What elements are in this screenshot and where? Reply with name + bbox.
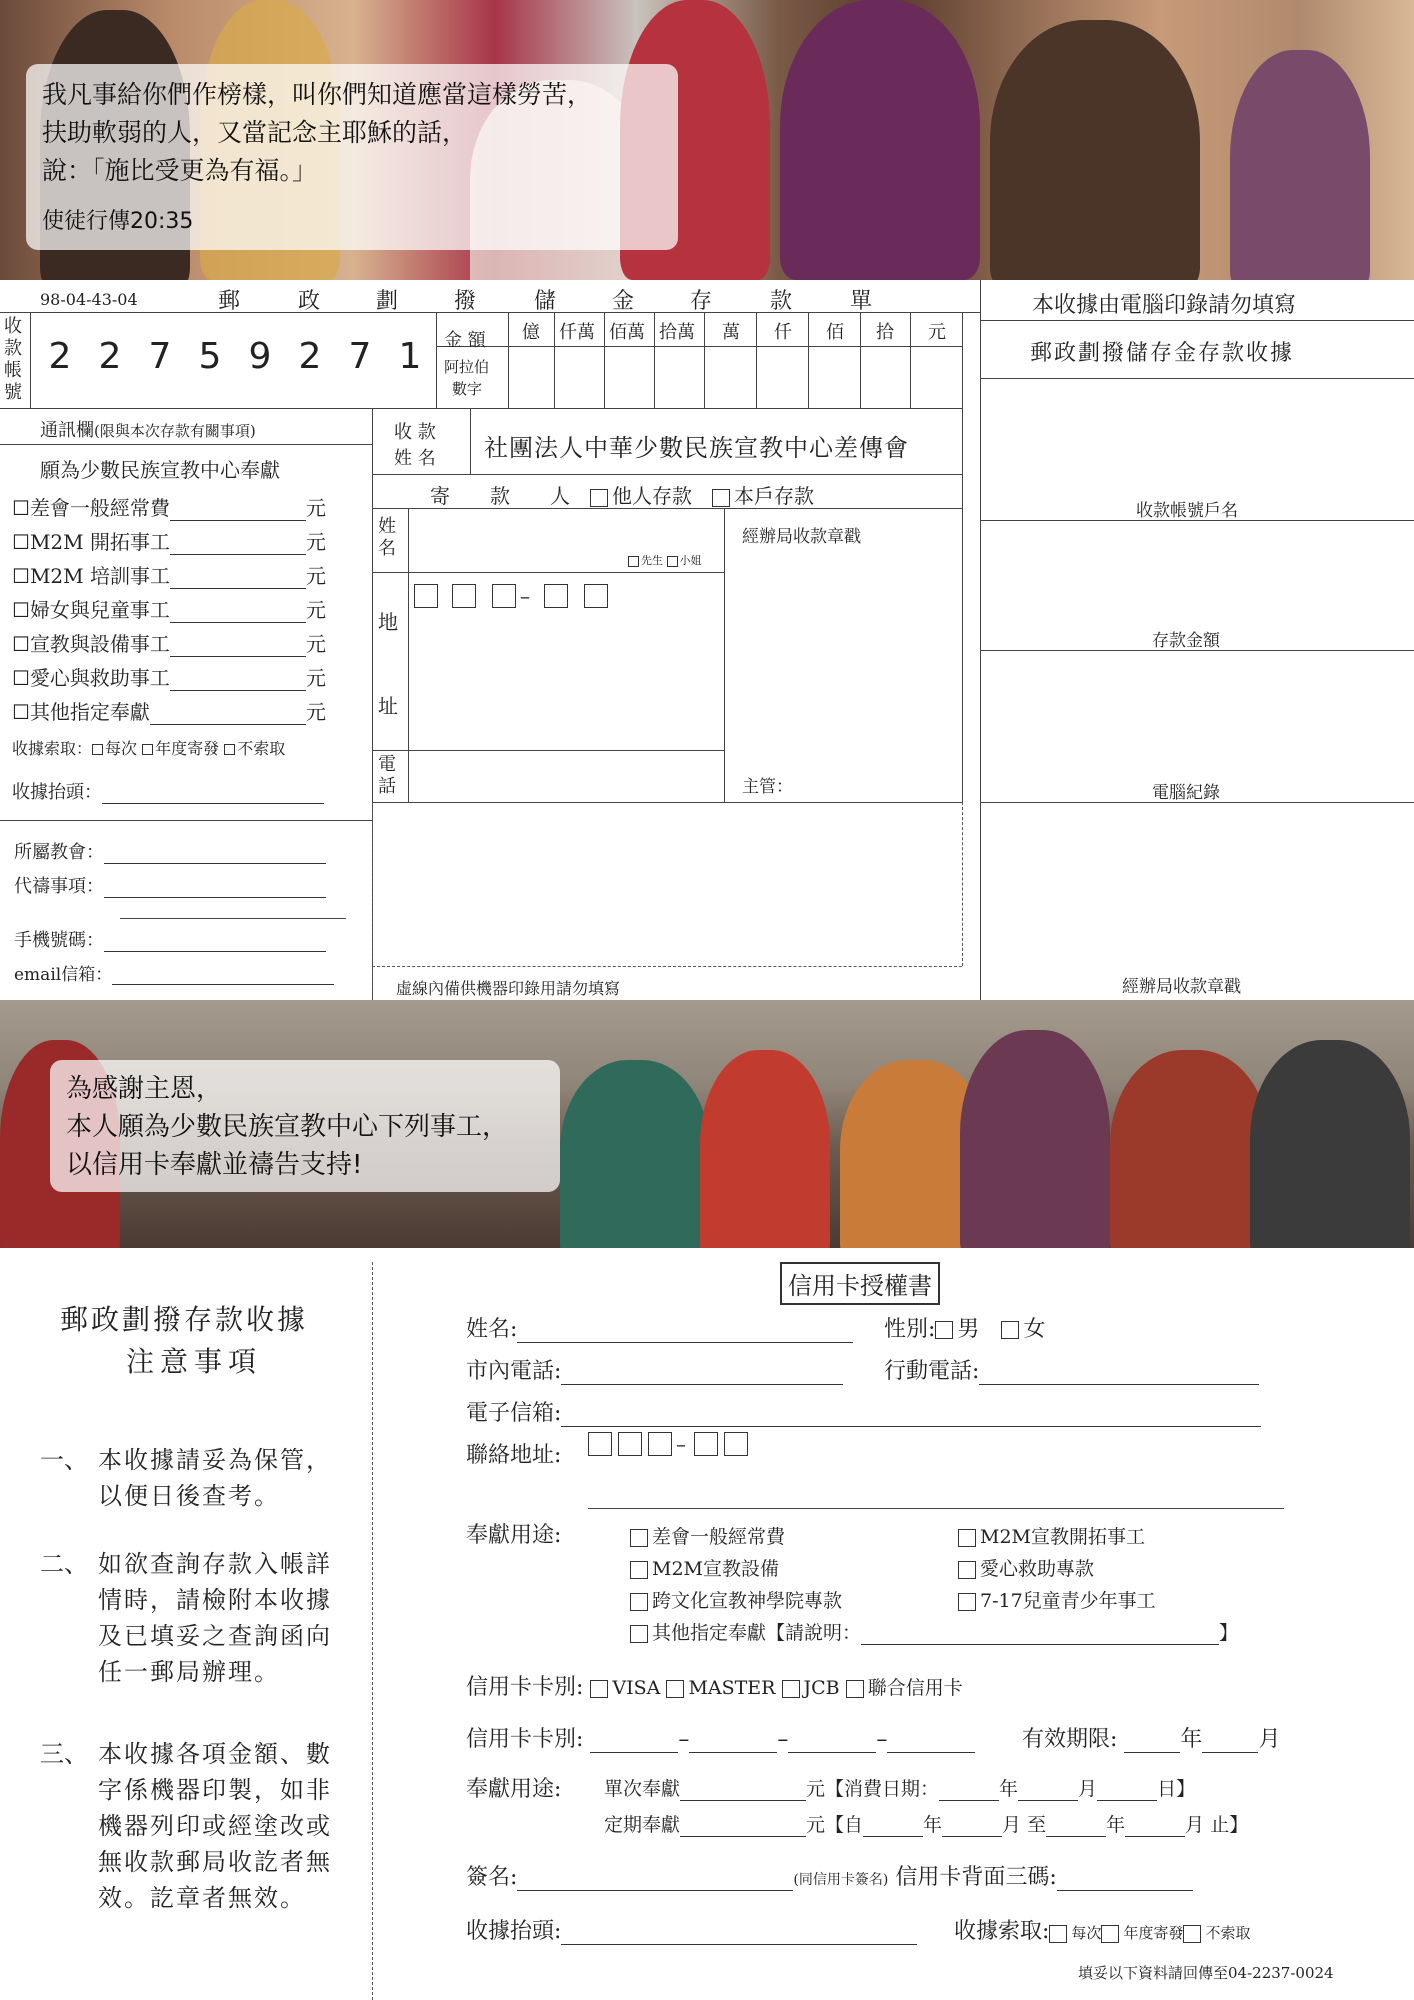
account-digit: 2 (98, 336, 122, 377)
offering-item[interactable]: ☐宣教與設備事工 元 (12, 632, 326, 656)
credit-purpose-option[interactable]: 其他指定奉獻【請說明： 】 (630, 1618, 1238, 1645)
fax-note: 填妥以下資料請回傳至04-2237-0024 (1078, 1964, 1334, 1982)
verse-reference: 使徒行傳20:35 (42, 209, 194, 234)
zip-box[interactable] (492, 584, 516, 608)
unit-label: 仟萬 (559, 322, 595, 343)
name-label: 姓 名 (378, 516, 396, 559)
address-label-1: 地 (378, 610, 398, 634)
supervisor-label: 主管： (742, 777, 793, 797)
zip-box[interactable] (724, 1432, 748, 1456)
stamp-label: 經辦局收款章戳 (742, 527, 861, 547)
offering-item[interactable]: ☐婦女與兒童事工 元 (12, 598, 326, 622)
mobile-field[interactable]: 手機號碼： (14, 926, 326, 952)
slip-title-char: 款 (770, 289, 793, 314)
receipt-title: 郵政劃撥儲存金存款收據 (1030, 341, 1295, 366)
slip-title-char: 政 (298, 289, 321, 314)
unit-label: 元 (928, 322, 946, 343)
church-field[interactable]: 所屬教會： (14, 838, 326, 864)
notice-title-2: 注意事項 (126, 1345, 263, 1378)
single-offering-field[interactable]: 單次奉獻 元【消費日期： 年 月 日】 (604, 1778, 1196, 1800)
receipt-amount-label: 存款金額 (1152, 631, 1220, 651)
offering-item[interactable]: ☐M2M 開拓事工 元 (12, 530, 326, 554)
notice-item: 三、 本收據各項金額、數 字係機器印製，如非 機器列印或經塗改或 無收款郵局收訖者無 效。訖章者無效。 (40, 1740, 332, 1912)
thanks-box (50, 1060, 560, 1192)
verse-line-2: 扶助軟弱的人，又當記念主耶穌的話， (42, 118, 468, 147)
account-digit: 7 (148, 336, 172, 377)
credit-purpose-option[interactable]: M2M宣教設備 (630, 1554, 779, 1581)
account-digit: 9 (248, 336, 272, 377)
payee-label: 姓 名 (394, 448, 436, 469)
credit-address-field[interactable]: 聯絡地址: (466, 1443, 562, 1468)
prayer-field[interactable]: 代禱事項： (14, 872, 326, 898)
slip-title-char: 儲 (534, 289, 557, 314)
receipt-header: 本收據由電腦印錄請勿填寫 (1032, 293, 1297, 318)
amount-sublabel: 阿拉伯 (444, 358, 490, 376)
credit-purpose-option[interactable]: 7-17兒童青少年事工 (958, 1586, 1156, 1613)
offering-item[interactable]: ☐差會一般經常費 元 (12, 496, 326, 520)
zip-box[interactable] (618, 1432, 642, 1456)
memo-intro: 願為少數民族宣教中心奉獻 (40, 458, 280, 482)
credit-purpose-option[interactable]: 跨文化宣教神學院專款 (630, 1586, 842, 1613)
zip-box[interactable] (452, 584, 476, 608)
payee-name: 社團法人中華少數民族宣教中心差傳會 (484, 434, 909, 462)
offering-item[interactable]: ☐愛心與救助事工 元 (12, 666, 326, 690)
sender-row: 寄 款 人 他人存款 本戶存款 (430, 484, 814, 508)
receipt-account-name-label: 收款帳號戶名 (1136, 501, 1238, 521)
credit-gender-field[interactable]: 性別: 男 女 (884, 1317, 1046, 1342)
unit-label: 拾萬 (659, 322, 695, 343)
slip-title-char: 郵 (218, 289, 241, 314)
unit-label: 佰萬 (609, 322, 645, 343)
thanks-line-3: 以信用卡奉獻並禱告支持! (66, 1150, 363, 1180)
zip-box[interactable] (414, 584, 438, 608)
receipt-request[interactable]: 收據索取： 每次 年度寄發 不索取 (12, 739, 286, 758)
address-label-2: 址 (378, 694, 398, 718)
credit-receipt-title-field[interactable]: 收據抬頭: (466, 1914, 917, 1945)
account-digit: 2 (48, 336, 72, 377)
phone-label: 電 話 (378, 754, 396, 797)
thanks-line-2: 本人願為少數民族宣教中心下列事工， (66, 1112, 509, 1142)
receipt-title-field[interactable]: 收據抬頭： (12, 778, 324, 804)
slip-title-char: 劃 (376, 289, 399, 314)
zip-box[interactable] (648, 1432, 672, 1456)
notice-title-1: 郵政劃撥存款收據 (60, 1303, 309, 1336)
unit-label: 億 (522, 322, 540, 343)
unit-label: 仟 (774, 322, 792, 343)
payee-label: 收 款 (394, 422, 436, 443)
regular-offering-field[interactable]: 定期奉獻 元【自 年 月 至 年 月 止】 (604, 1814, 1249, 1836)
credit-phone-field[interactable]: 市內電話: (466, 1354, 843, 1385)
credit-purpose-option[interactable]: 愛心救助專款 (958, 1554, 1094, 1581)
credit-purpose-option[interactable]: 差會一般經常費 (630, 1522, 785, 1549)
amount-label: 金 額 (444, 330, 486, 351)
slip-title-char: 存 (690, 289, 713, 314)
zip-box[interactable] (694, 1432, 718, 1456)
notice-item: 一、 本收據請妥為保管， 以便日後查考。 (40, 1446, 332, 1510)
unit-label: 佰 (826, 322, 844, 343)
zip-box[interactable] (588, 1432, 612, 1456)
credit-receipt-request-field[interactable]: 收據索取: 每次 年度寄發 不索取 (954, 1919, 1251, 1944)
slip-title-char: 單 (850, 289, 873, 314)
credit-card-number-field[interactable]: 信用卡卡別: – – – (466, 1722, 975, 1753)
notice-item: 二、 如欲查詢存款入帳詳 情時，請檢附本收據 及已填妥之查詢函向 任一郵局辦理。 (40, 1550, 332, 1686)
credit-form-title: 信用卡授權書 (780, 1262, 940, 1305)
account-digit: 1 (398, 336, 422, 377)
verse-quote-box (26, 64, 678, 250)
credit-email-field[interactable]: 電子信箱: (466, 1396, 1261, 1427)
slip-footer-note: 虛線內備供機器印錄用請勿填寫 (396, 979, 621, 998)
form-code: 98-04-43-04 (40, 290, 138, 309)
credit-mobile-field[interactable]: 行動電話: (884, 1354, 1259, 1385)
credit-card-type-field[interactable]: 信用卡卡別: VISA MASTER JCB 聯合信用卡 (466, 1675, 963, 1700)
credit-purpose-option[interactable]: M2M宣教開拓事工 (958, 1522, 1145, 1549)
verse-line-3: 說：「施比受更為有福。」 (42, 156, 318, 185)
credit-use-label: 奉獻用途: (466, 1777, 562, 1802)
amount-sublabel: 數字 (452, 380, 483, 398)
verse-line-1: 我凡事給你們作榜樣，叫你們知道應當這樣勞苦， (42, 80, 593, 109)
receipt-record-label: 電腦紀錄 (1152, 783, 1220, 803)
unit-label: 萬 (722, 322, 740, 343)
account-digit: 7 (348, 336, 372, 377)
zip-box[interactable] (584, 584, 608, 608)
unit-label: 拾 (876, 322, 894, 343)
signature-field[interactable]: 簽名: (同信用卡簽名) 信用卡背面三碼: (466, 1860, 1193, 1891)
credit-name-field[interactable]: 姓名: (466, 1312, 853, 1343)
account-label: 收 款 帳 號 (4, 316, 22, 403)
zip-box[interactable] (544, 584, 568, 608)
account-digit: 5 (198, 336, 222, 377)
credit-expiry-field[interactable]: 有效期限: 年 月 (1022, 1727, 1281, 1752)
email-field[interactable]: email信箱： (14, 960, 334, 985)
account-digit: 2 (298, 336, 322, 377)
slip-title-char: 金 (612, 289, 635, 314)
memo-header: 通訊欄(限與本次存款有關事項) (40, 420, 256, 441)
slip-title-char: 撥 (454, 289, 477, 314)
thanks-line-1: 為感謝主恩， (66, 1074, 223, 1104)
credit-purpose-label: 奉獻用途: (466, 1523, 562, 1548)
receipt-stamp-label: 經辦局收款章戳 (1122, 977, 1241, 997)
offering-item[interactable]: ☐其他指定奉獻 元 (12, 700, 326, 724)
offering-item[interactable]: ☐M2M 培訓事工 元 (12, 564, 326, 588)
gender-options[interactable]: 先生 小姐 (628, 552, 702, 568)
